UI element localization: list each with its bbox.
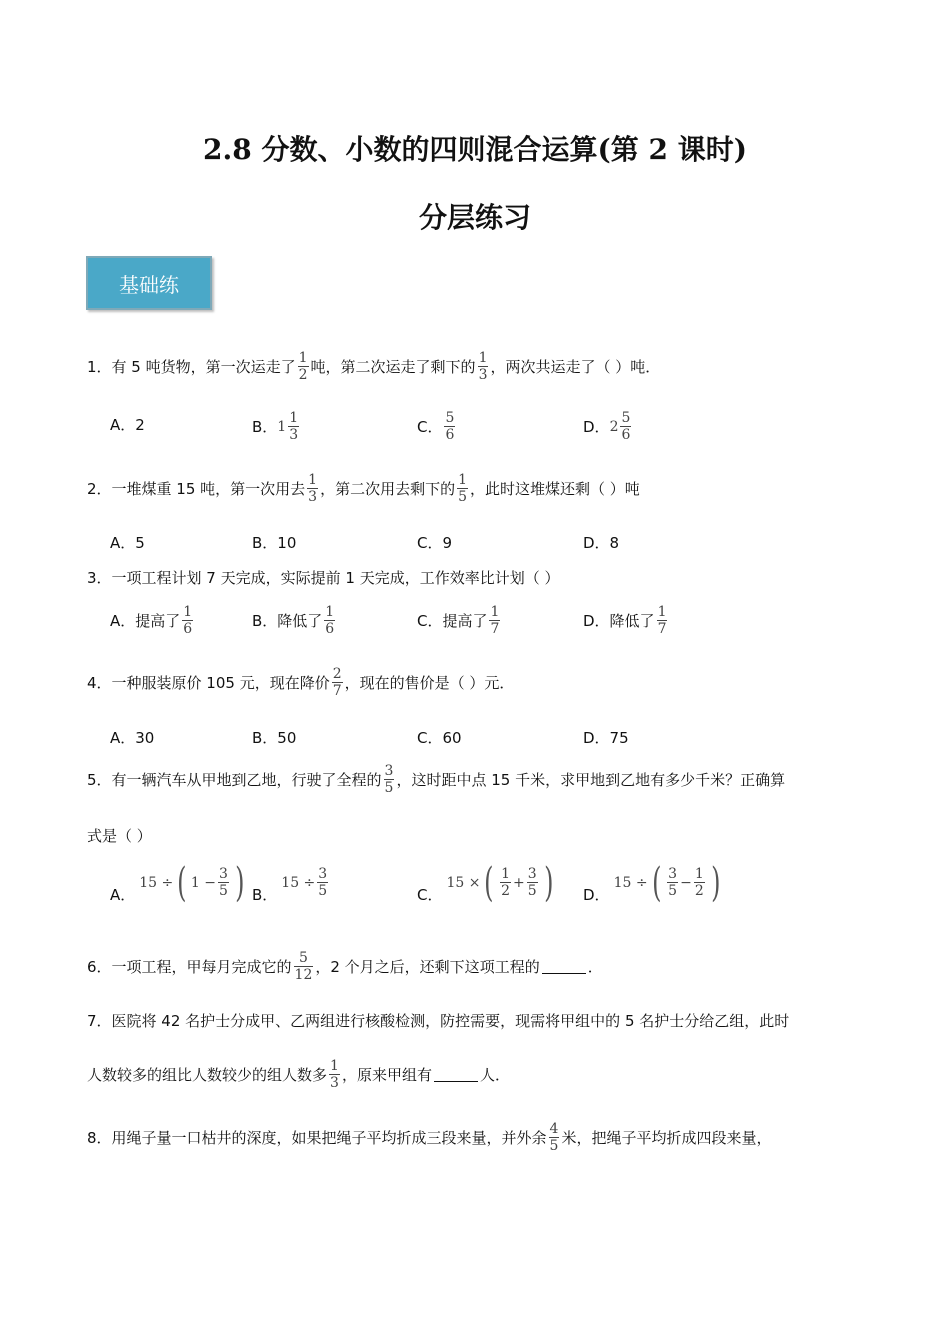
q1-option-a: A．2: [110, 416, 145, 434]
page-title: 2.8 分数、小数的四则混合运算(第 2 课时): [203, 133, 747, 166]
q2-option-d: D．8: [583, 534, 620, 552]
q4-option-c: C．60: [417, 729, 462, 747]
fraction: $\frac{2}{7}$: [332, 666, 342, 699]
q3-option-d: D．降低了 $\frac{1}{7}$: [583, 604, 667, 637]
question-6: 6．一项工程，甲每月完成它的 $\frac{5}{12}$ ，2 个月之后，还剩下这项工程的 ．: [87, 950, 603, 983]
question-1: [87, 350, 660, 383]
q2-option-b: B．10: [252, 534, 297, 552]
q3-option-b: B．降低了 $\frac{1}{6}$: [252, 604, 335, 637]
fraction: $\frac{1}{2}$: [298, 350, 308, 383]
page-subtitle: 分层练习: [418, 201, 531, 234]
fraction: $\frac{1}{5}$: [458, 472, 468, 505]
question-5: 5．有一辆汽车从甲地到乙地，行驶了全程的 $\frac{3}{5}$ ，这时距中点 15 千米，求甲地到乙地有多少千米？正确算: [87, 763, 786, 796]
fraction: $\frac{1}{3}$: [330, 1058, 339, 1091]
q1-text-part1: 1．有 5 吨货物，第一次运走了: [87, 358, 296, 376]
q1-text-part2: 吨，第二次运走了剩下的: [310, 358, 476, 376]
q5-option-b: B． 15 ÷ $\frac{3}{5}$: [252, 866, 328, 904]
fraction: $\frac{1}{3}$: [478, 350, 488, 383]
answer-blank[interactable]: [542, 959, 586, 974]
q2-option-c: C．9: [417, 534, 453, 552]
question-4: 4．一种服装原价 105 元，现在降价 $\frac{2}{7}$ ，现在的售价是（ ）元．: [87, 666, 515, 699]
fraction: $\frac{1}{3}$: [308, 472, 318, 505]
q2-option-a: A．5: [110, 534, 145, 552]
q1-option-b: B． 1 $\frac{1}{3}$: [252, 410, 299, 443]
question-7-line2: 人数较多的组比人数较少的组人数多 $\frac{1}{3}$ ，原来甲组有 人．: [87, 1058, 510, 1091]
q1-text-part3: ，两次共运走了（ ）吨．: [490, 358, 661, 376]
fraction: $\frac{3}{5}$: [384, 763, 394, 796]
q4-option-a: A．30: [110, 729, 155, 747]
fraction: $\frac{4}{5}$: [549, 1121, 559, 1154]
question-2: 2．一堆煤重 15 吨，第一次用去 $\frac{1}{3}$ ，第二次用去剩下的 $\frac{1}{5}$ ，此时这堆煤还剩（ ）吨: [87, 472, 640, 505]
q3-option-c: C．提高了 $\frac{1}{7}$: [417, 604, 500, 637]
q1-option-c: C． $\frac{5}{6}$: [417, 410, 455, 443]
q4-option-b: B．50: [252, 729, 297, 747]
question-8: 8．用绳子量一口枯井的深度，如果把绳子平均折成三段来量，并外余 $\frac{4}{5}$ 米，把绳子平均折成四段来量，: [87, 1121, 772, 1154]
answer-blank[interactable]: [434, 1067, 478, 1082]
question-3: 3．一项工程计划 7 天完成，实际提前 1 天完成，工作效率比计划（ ）: [87, 569, 560, 587]
question-5-line2: 式是（ ）: [87, 827, 152, 845]
fraction: $\frac{5}{12}$: [294, 950, 313, 983]
q5-option-d: D． 15 ÷ ( $\frac{3}{5}$ − $\frac{1}{2}$ ): [583, 859, 721, 906]
question-7: 7．医院将 42 名护士分成甲、乙两组进行核酸检测，防控需要，现需将甲组中的 5 名护士分给乙组，此时: [87, 1012, 790, 1030]
q4-option-d: D．75: [583, 729, 629, 747]
section-label-basic: 基础练: [86, 256, 212, 310]
q5-option-c: C． 15 × ( $\frac{1}{2}$ + $\frac{3}{5}$ ): [417, 859, 554, 906]
q3-option-a: A．提高了 $\frac{1}{6}$: [110, 604, 193, 637]
q1-option-d: D． 2 $\frac{5}{6}$: [583, 410, 631, 443]
q5-option-a: A． 15 ÷ ( 1 − $\frac{3}{5}$ ): [110, 859, 245, 906]
